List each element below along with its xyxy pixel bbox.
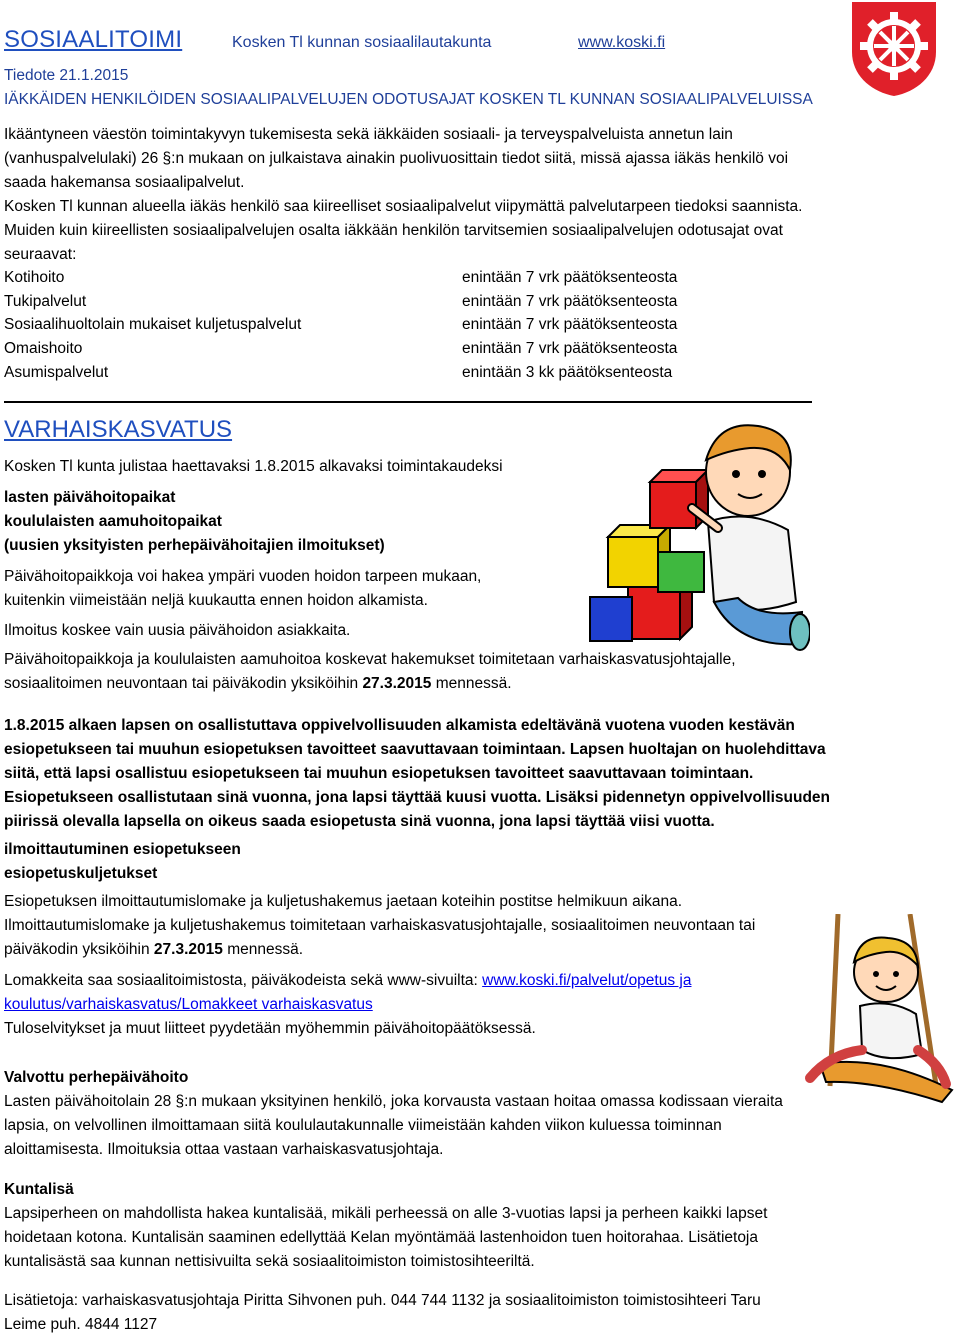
daycare-notice (4, 619, 350, 643)
preschool-paragraph (4, 714, 830, 834)
board-name: Kosken Tl kunnan sosiaalilautakunta (232, 34, 492, 51)
results-line: Tuloselvitykset ja muut liitteet pyydetään myöhemmin päivähoitopäätöksessä. (4, 1020, 536, 1037)
allowance-title: Kuntalisä (4, 1181, 74, 1198)
family-care-title: Valvottu perhepäivähoito (4, 1069, 189, 1086)
section-divider (4, 401, 812, 403)
forms-link-continued[interactable]: koulutus/varhaiskasvatus/Lomakkeet varhaiskasvatus (4, 996, 373, 1013)
registration-titles (4, 838, 241, 886)
registration-text-end: mennessä. (222, 941, 304, 958)
allowance-line: hoidetaan kotona. Kuntalisän saaminen edellyttää Kelan myöntämää lastenhoidon tuen hoitorahaa. Lisätietoja (4, 1229, 758, 1246)
forms-intro: Lomakkeita saa sosiaalitoimistosta, päiväkodeista sekä www-sivuilta: (4, 972, 483, 989)
website-link[interactable]: www.koski.fi (578, 34, 666, 51)
wait-service: Asumispalvelut (4, 364, 109, 381)
wait-row (4, 290, 804, 314)
daycare-item: lasten päivähoitopaikat (4, 489, 176, 506)
intro-line: (vanhuspalvelulaki) 26 §:n mukaan on julkaistava ainakin puolivuosittain tiedot siitä, missä ajassa iäkäs henkilö voi (4, 150, 789, 167)
wait-row (4, 313, 804, 337)
submit-line (4, 672, 736, 696)
registration-line (4, 938, 755, 962)
wait-row (4, 266, 804, 290)
intro-line: Muiden kuin kiireellisten sosiaalipalvelujen osalta iäkkään henkilön tarvitsemien sosiaalipalvelujen odotusajat ovat (4, 222, 783, 239)
wait-service: Kotihoito (4, 269, 65, 286)
contact-line: Lisätietoja: varhaiskasvatusjohtaja Piritta Sihvonen puh. 044 744 1132 ja sosiaalitoimiston toimistosihteeri Taru (4, 1292, 761, 1309)
family-care-section (4, 1066, 783, 1162)
contact-section (4, 1289, 761, 1337)
daycare-announce (4, 455, 503, 479)
family-care-line: lapsia, on velvollinen ilmoittamaan siitä koululautakunnalle viimeistään kahden viikon kuluessa toiminnan (4, 1117, 722, 1134)
apply-line: kuitenkin viimeistään neljä kuukautta ennen hoidon alkamista. (4, 592, 428, 609)
allowance-section (4, 1178, 767, 1274)
intro-line: Ikääntyneen väestön toimintakyvyn tukemisesta sekä iäkkäiden sosiaali- ja terveyspalveluista annetun lain (4, 126, 733, 143)
wait-time: enintään 7 vrk päätöksenteosta (462, 293, 678, 310)
child-with-blocks-illustration (588, 412, 810, 662)
intro-line: saada hakemansa sosiaalipalvelut. (4, 174, 245, 191)
registration-text-part: päiväkodin yksiköihin (4, 941, 154, 958)
intro-line: seuraavat: (4, 246, 77, 263)
wait-time: enintään 7 vrk päätöksenteosta (462, 340, 678, 357)
daycare-items (4, 486, 385, 558)
registration-line: Esiopetuksen ilmoittautumislomake ja kuljetushakemus jaetaan koteihin postitse helmikuun aikana. (4, 893, 683, 910)
forms-line (4, 969, 691, 993)
coat-of-arms-icon (848, 0, 940, 98)
wait-time: enintään 7 vrk päätöksenteosta (462, 316, 678, 333)
wait-service: Sosiaalihuoltolain mukaiset kuljetuspalvelut (4, 316, 302, 333)
wait-service: Omaishoito (4, 340, 83, 357)
family-care-line: aloittamisesta. Ilmoituksia ottaa vastaan varhaiskasvatusjohtaja. (4, 1141, 444, 1158)
headline: IÄKKÄIDEN HENKILÖIDEN SOSIAALIPALVELUJEN ODOTUSAJAT KOSKEN TL KUNNAN SOSIAALIPALVELUISSA (4, 91, 813, 108)
daycare-item: koululaisten aamuhoitopaikat (4, 513, 222, 530)
allowance-line: Lapsiperheen on mahdollista hakea kuntalisää, mikäli perheessä on alle 3-vuotias lapsi ja perheen kaikki lapset (4, 1205, 768, 1222)
submit-deadline: 27.3.2015 (362, 675, 432, 692)
child-on-swing-illustration (790, 914, 958, 1110)
submit-text-end: mennessä. (431, 675, 512, 692)
wait-row (4, 337, 804, 361)
wait-time: enintään 7 vrk päätöksenteosta (462, 269, 678, 286)
submit-line: Päivähoitopaikkoja ja koululaisten aamuhoitoa koskevat hakemukset toimitetaan varhaiskasvatusjohtajalle, (4, 651, 736, 668)
contact-line: Leime puh. 4844 1127 (4, 1316, 158, 1333)
registration-text (4, 890, 755, 962)
daycare-item: (uusien yksityisten perhepäivähoitajien ilmoitukset) (4, 537, 385, 554)
preschool-line: Esiopetukseen osallistutaan sinä vuonna, jona lapsi täyttää kuusi vuotta. Lisäksi pidennetyn oppivelvollisuuden (4, 789, 831, 806)
apply-line: Päivähoitopaikkoja voi hakea ympäri vuoden hoidon tarpeen mukaan, (4, 568, 482, 585)
forms-link[interactable]: www.koski.fi/palvelut/opetus ja (482, 972, 692, 989)
announce-text: Kosken Tl kunta julistaa haettavaksi 1.8.2015 alkavaksi toimintakaudeksi (4, 458, 503, 475)
wait-row (4, 361, 804, 385)
release-date: Tiedote 21.1.2015 (4, 67, 129, 84)
registration-title: ilmoittautuminen esiopetukseen (4, 841, 241, 858)
forms-text (4, 969, 691, 1041)
brand-title: SOSIAALITOIMI (4, 26, 183, 53)
notice-line: Ilmoitus koskee vain uusia päivähoidon asiakkaita. (4, 622, 351, 639)
wait-time: enintään 3 kk päätöksenteosta (462, 364, 673, 381)
section-title-daycare: VARHAISKASVATUS (4, 416, 233, 443)
registration-line: Ilmoittautumislomake ja kuljetushakemus toimitetaan varhaiskasvatusjohtajalle, sosiaalitoimen neuvontaan tai (4, 917, 756, 934)
intro-line: Kosken Tl kunnan alueella iäkäs henkilö saa kiireelliset sosiaalipalvelut viipymättä palvelutarpeen tiedoksi saannista. (4, 198, 803, 215)
preschool-line: siitä, että lapsi osallistuu esiopetukseen tai muuhun esiopetuksen tavoitteet saavuttavaan toimintaan. (4, 765, 754, 782)
daycare-apply (4, 565, 481, 613)
wait-service: Tukipalvelut (4, 293, 87, 310)
forms-line (4, 993, 691, 1017)
preschool-line: esiopetukseen tai muuhun esiopetuksen tavoitteet saavuttavaan toimintaan. Lapsen huoltajan on huolehdittava (4, 741, 826, 758)
submit-text: sosiaalitoimen neuvontaan tai päiväkodin yksiköihin (4, 675, 363, 692)
transport-title: esiopetuskuljetukset (4, 865, 158, 882)
allowance-line: kuntalisästä saa kunnan nettisivuilta sekä sosiaalitoimiston toimistosihteeriltä. (4, 1253, 535, 1270)
registration-deadline: 27.3.2015 (153, 941, 223, 958)
preschool-line: piirissä olevalla lapsella on oikeus saada esiopetusta sinä vuonna, jona lapsi täyttää viisi vuotta. (4, 813, 715, 830)
preschool-line: 1.8.2015 alkaen lapsen on osallistuttava oppivelvollisuuden alkamista edeltävänä vuotena vuoden kestävän (4, 717, 795, 734)
family-care-line: Lasten päivähoitolain 28 §:n mukaan yksityinen henkilö, joka korvausta vastaan hoitaa omassa kodissaan vieraita (4, 1093, 783, 1110)
intro-text (4, 123, 802, 267)
